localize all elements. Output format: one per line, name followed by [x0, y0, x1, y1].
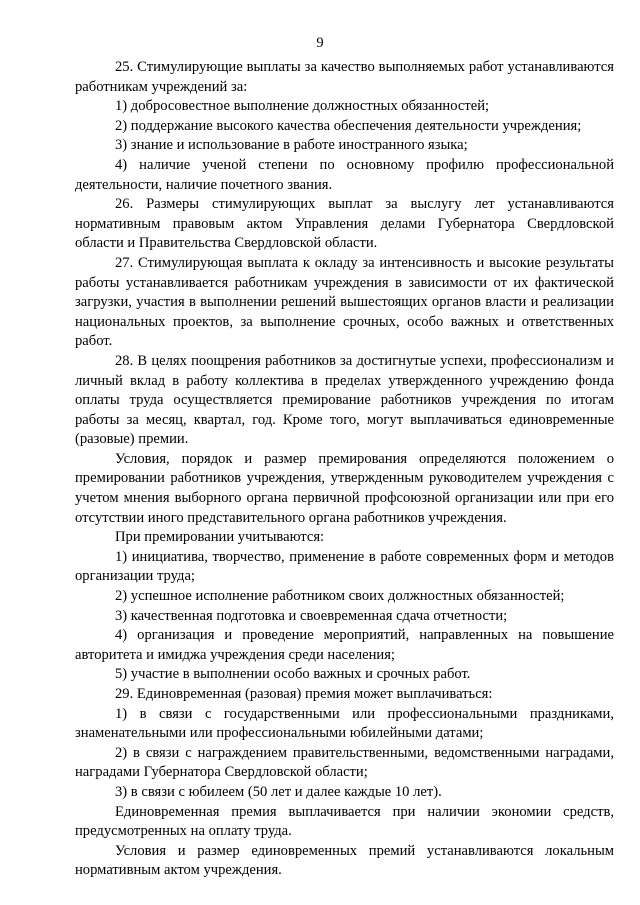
page-number: 9: [316, 35, 324, 51]
list-item: 3) качественная подготовка и своевременная сдача отчетности;: [115, 607, 508, 624]
list-item: 2) поддержание высокого качества обеспечения деятельности учреждения;: [115, 117, 582, 134]
paragraph-26: 26. Размеры стимулирующих выплат за выслугу лет устанавливаются нормативным правовым актом Управления делами Губернатора Свердловской области и Правительства Свердловской области.: [75, 196, 614, 252]
paragraph-25: 25. Стимулирующие выплаты за качество выполняемых работ устанавливаются работникам учреждений за:: [75, 59, 614, 95]
paragraph-bonus-considered: При премировании учитываются:: [115, 529, 325, 546]
list-item: 2) успешное исполнение работником своих должностных обязанностей;: [115, 588, 565, 605]
paragraph-28: 28. В целях поощрения работников за достигнутые успехи, профессионализм и личный вклад в работу коллектива в пределах утвержденного учреждению фонда оплаты труда осуществляется премирование работников учреждения по итогам работы за месяц, квартал, год. Кроме того, могут выплачиваться единовременные (разовые) премии.: [75, 352, 614, 448]
paragraph-one-time-bonus-conditions: Условия и размер единовременных премий устанавливаются локальным нормативным актом учреждения.: [75, 842, 614, 879]
list-item: 1) в связи с государственными или профессиональными праздниками, знаменательными или профессиональными юбилейными датами;: [75, 705, 614, 742]
list-item: 1) инициатива, творчество, применение в работе современных форм и методов организации труда;: [75, 548, 614, 585]
list-item: 3) знание и использование в работе иностранного языка;: [115, 137, 468, 154]
list-item: 4) наличие ученой степени по основному профилю профессиональной деятельности, наличие почетного звания.: [75, 156, 614, 193]
list-item: 5) участие в выполнении особо важных и срочных работ.: [115, 666, 471, 683]
list-item: 2) в связи с награждением правительственными, ведомственными наградами, наградами Губернатора Свердловской области;: [75, 744, 614, 781]
list-item: 3) в связи с юбилеем (50 лет и далее каждые 10 лет).: [115, 783, 442, 800]
list-item: 1) добросовестное выполнение должностных обязанностей;: [115, 98, 490, 115]
paragraph-bonus-conditions: Условия, порядок и размер премирования определяются положением о премировании работников учреждения, утвержденным руководителем учреждения с учетом мнения выборного органа первичной профсоюзной организации или при его отсутствии иного представительного органа работников учреждения.: [75, 450, 614, 526]
document-body: [75, 58, 614, 881]
paragraph-one-time-bonus: Единовременная премия выплачивается при наличии экономии средств, предусмотренных на оплату труда.: [75, 803, 614, 840]
list-item: 4) организация и проведение мероприятий, направленных на повышение авторитета и имиджа учреждения среди населения;: [75, 627, 614, 663]
paragraph-29: 29. Единовременная (разовая) премия может выплачиваться:: [115, 686, 493, 702]
paragraph-27: 27. Стимулирующая выплата к окладу за интенсивность и высокие результаты работы устанавливается работникам учреждения в зависимости от их фактической загрузки, участия в выполнении решений вышестоящих органов власти и реализации национальных проектов, за выполнение срочных, особо важных и ответственных работ.: [75, 254, 614, 350]
